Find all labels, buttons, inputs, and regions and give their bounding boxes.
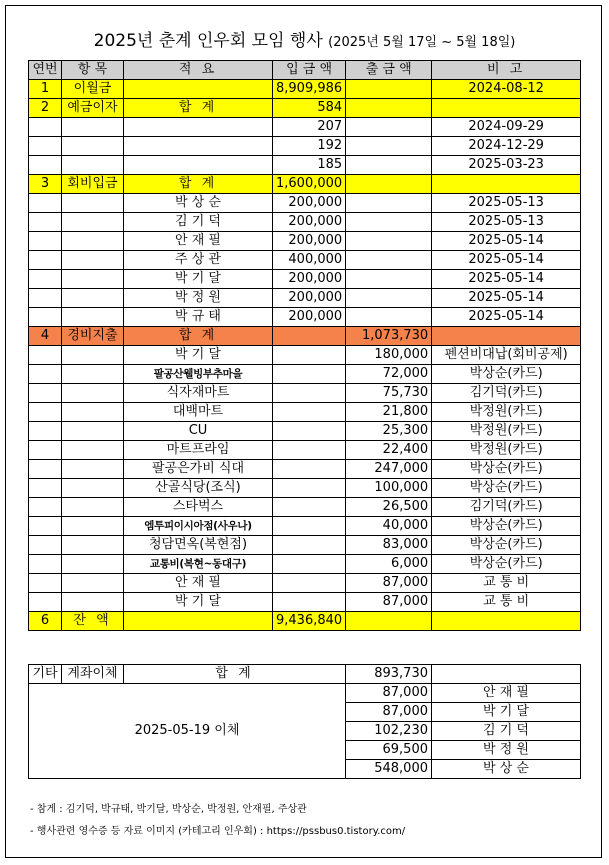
- row-note: [432, 99, 581, 118]
- expense-row: [29, 574, 581, 593]
- row-item: 예금이자: [62, 99, 124, 118]
- row-expense: [346, 175, 432, 194]
- row-item: 경비지출: [62, 327, 124, 346]
- row-expense: [346, 612, 432, 631]
- ledger-table: [28, 60, 581, 631]
- row-desc: CU: [124, 422, 273, 441]
- row-income: [273, 346, 346, 365]
- row-expense: 100,000: [346, 479, 432, 498]
- row-expense: [346, 137, 432, 156]
- row-expense: [346, 270, 432, 289]
- row-income: [273, 498, 346, 517]
- transfer-label: 합 계: [124, 665, 346, 684]
- transfer-amount: 87,000: [346, 703, 432, 722]
- row-expense: [346, 194, 432, 213]
- expense-total-row: [29, 327, 581, 346]
- row-no: [29, 403, 62, 422]
- row-income: 200,000: [273, 270, 346, 289]
- row-note: 박정원(카드): [432, 441, 581, 460]
- row-expense: 83,000: [346, 536, 432, 555]
- row-desc: 박 정 원: [124, 289, 273, 308]
- row-note: 2025-05-14: [432, 270, 581, 289]
- row-note: 펜션비대납(회비공제): [432, 346, 581, 365]
- row-expense: [346, 118, 432, 137]
- expense-row: [29, 498, 581, 517]
- row-desc: 합 계: [124, 175, 273, 194]
- row-no: [29, 555, 62, 574]
- row-desc: 팔공산웰빙부추마을: [124, 365, 273, 384]
- row-item: [62, 194, 124, 213]
- row-item: [62, 441, 124, 460]
- row-income: 8,909,986: [273, 80, 346, 99]
- row-desc: [124, 612, 273, 631]
- expense-row: [29, 555, 581, 574]
- row-no: [29, 232, 62, 251]
- row-desc: [124, 156, 273, 175]
- interest-row: [29, 118, 581, 137]
- row-item: [62, 384, 124, 403]
- row-item: [62, 251, 124, 270]
- row-desc: 팔공은가비 식대: [124, 460, 273, 479]
- row-no: [29, 441, 62, 460]
- row-income: [273, 422, 346, 441]
- row-income: 400,000: [273, 251, 346, 270]
- row-expense: 180,000: [346, 346, 432, 365]
- row-desc: 청담면옥(복현점): [124, 536, 273, 555]
- row-note: 2025-05-14: [432, 289, 581, 308]
- row-no: [29, 118, 62, 137]
- page-title: [0, 26, 609, 51]
- row-expense: [346, 251, 432, 270]
- row-desc: 박 기 달: [124, 270, 273, 289]
- row-item: [62, 156, 124, 175]
- row-expense: 87,000: [346, 574, 432, 593]
- transfer-total-row: [29, 665, 581, 684]
- row-no: [29, 574, 62, 593]
- row-desc: 교통비(복현~동대구): [124, 555, 273, 574]
- row-desc: 대백마트: [124, 403, 273, 422]
- row-income: 200,000: [273, 194, 346, 213]
- row-expense: 247,000: [346, 460, 432, 479]
- header-no: 연번: [29, 61, 62, 80]
- row-item: [62, 403, 124, 422]
- header-item: 항 목: [62, 61, 124, 80]
- row-desc: [124, 118, 273, 137]
- row-income: [273, 441, 346, 460]
- expense-row: [29, 403, 581, 422]
- interest-row: [29, 137, 581, 156]
- row-no: [29, 251, 62, 270]
- row-no: 1: [29, 80, 62, 99]
- row-income: [273, 479, 346, 498]
- transfer-amount: 69,500: [346, 741, 432, 760]
- row-expense: [346, 156, 432, 175]
- row-income: [273, 574, 346, 593]
- header-income: 입 금 액: [273, 61, 346, 80]
- row-no: [29, 479, 62, 498]
- row-note: [432, 175, 581, 194]
- row-expense: 22,400: [346, 441, 432, 460]
- row-note: 박상순(카드): [432, 517, 581, 536]
- dues-row: [29, 232, 581, 251]
- row-note: 김기덕(카드): [432, 384, 581, 403]
- row-income: [273, 460, 346, 479]
- row-expense: 25,300: [346, 422, 432, 441]
- expense-row: [29, 365, 581, 384]
- row-no: [29, 365, 62, 384]
- row-no: [29, 536, 62, 555]
- row-desc: 김 기 덕: [124, 213, 273, 232]
- row-note: 김기덕(카드): [432, 498, 581, 517]
- row-expense: 6,000: [346, 555, 432, 574]
- row-income: [273, 517, 346, 536]
- row-income: [273, 365, 346, 384]
- row-expense: 72,000: [346, 365, 432, 384]
- row-item: [62, 593, 124, 612]
- row-item: [62, 460, 124, 479]
- row-expense: 1,073,730: [346, 327, 432, 346]
- row-note: 박상순(카드): [432, 536, 581, 555]
- row-income: 200,000: [273, 308, 346, 327]
- row-income: 200,000: [273, 213, 346, 232]
- row-desc: 스타벅스: [124, 498, 273, 517]
- row-item: [62, 346, 124, 365]
- row-expense: [346, 99, 432, 118]
- transfer-name: 박 기 달: [432, 703, 581, 722]
- expense-row: [29, 441, 581, 460]
- row-item: 회비입금: [62, 175, 124, 194]
- transfer-amount: 87,000: [346, 684, 432, 703]
- dues-row: [29, 289, 581, 308]
- row-income: [273, 327, 346, 346]
- period-text: (2025년 5월 17일 ~ 5월 18일): [328, 35, 516, 50]
- row-no: [29, 498, 62, 517]
- row-item: [62, 422, 124, 441]
- row-desc: 안 재 필: [124, 232, 273, 251]
- transfer-note: [432, 665, 581, 684]
- row-expense: [346, 289, 432, 308]
- row-note: 박상순(카드): [432, 479, 581, 498]
- row-desc: 합 계: [124, 99, 273, 118]
- dues-total-row: [29, 175, 581, 194]
- row-desc: [124, 80, 273, 99]
- transfer-name: 박 정 원: [432, 741, 581, 760]
- row-no: [29, 194, 62, 213]
- row-note: 2025-05-14: [432, 251, 581, 270]
- row-income: 207: [273, 118, 346, 137]
- row-no: [29, 308, 62, 327]
- row-desc: 안 재 필: [124, 574, 273, 593]
- row-item: [62, 213, 124, 232]
- row-expense: [346, 80, 432, 99]
- expense-row: [29, 517, 581, 536]
- transfer-date: 2025-05-19 이체: [29, 684, 346, 779]
- row-note: 2025-05-14: [432, 308, 581, 327]
- row-income: 9,436,840: [273, 612, 346, 631]
- row-note: 박상순(카드): [432, 365, 581, 384]
- row-desc: 박 기 달: [124, 346, 273, 365]
- row-no: 3: [29, 175, 62, 194]
- row-item: [62, 137, 124, 156]
- dues-row: [29, 213, 581, 232]
- transfer-item: 계좌이체: [62, 665, 124, 684]
- row-expense: 26,500: [346, 498, 432, 517]
- row-item: [62, 517, 124, 536]
- row-expense: [346, 232, 432, 251]
- header-note: 비 고: [432, 61, 581, 80]
- carry-row: [29, 80, 581, 99]
- row-expense: 21,800: [346, 403, 432, 422]
- transfer-cat: 기타: [29, 665, 62, 684]
- row-income: 1,600,000: [273, 175, 346, 194]
- row-no: 2: [29, 99, 62, 118]
- row-note: 교 통 비: [432, 593, 581, 612]
- row-expense: 40,000: [346, 517, 432, 536]
- row-desc: 박 규 태: [124, 308, 273, 327]
- row-note: 박상순(카드): [432, 555, 581, 574]
- header-desc: 적 요: [124, 61, 273, 80]
- row-income: 185: [273, 156, 346, 175]
- row-desc: 합 계: [124, 327, 273, 346]
- row-no: [29, 517, 62, 536]
- row-desc: [124, 137, 273, 156]
- row-expense: [346, 213, 432, 232]
- row-item: [62, 555, 124, 574]
- row-no: [29, 346, 62, 365]
- row-note: 박정원(카드): [432, 422, 581, 441]
- row-item: [62, 574, 124, 593]
- row-note: [432, 327, 581, 346]
- row-income: [273, 593, 346, 612]
- transfer-name: 박 상 순: [432, 760, 581, 779]
- interest-total-row: [29, 99, 581, 118]
- row-no: [29, 460, 62, 479]
- row-no: [29, 384, 62, 403]
- expense-row: [29, 460, 581, 479]
- row-no: [29, 213, 62, 232]
- expense-row: [29, 384, 581, 403]
- row-desc: 박 상 순: [124, 194, 273, 213]
- transfer-amount: 548,000: [346, 760, 432, 779]
- transfer-name: 김 기 덕: [432, 722, 581, 741]
- row-note: 박상순(카드): [432, 460, 581, 479]
- expense-row: [29, 593, 581, 612]
- row-expense: 75,730: [346, 384, 432, 403]
- ledger-body: [29, 61, 581, 631]
- row-no: [29, 422, 62, 441]
- receipts-note: - 행사관련 영수증 등 자료 이미지 (카테고리 인우회) : https://pssbus0.tistory.com/: [30, 826, 406, 837]
- dues-row: [29, 194, 581, 213]
- row-desc: 주 상 관: [124, 251, 273, 270]
- row-note: 박정원(카드): [432, 403, 581, 422]
- row-income: [273, 403, 346, 422]
- row-no: [29, 156, 62, 175]
- row-no: [29, 289, 62, 308]
- dues-row: [29, 308, 581, 327]
- row-note: 2025-05-13: [432, 213, 581, 232]
- attendees-note: - 참게 : 김기덕, 박규태, 박기달, 박상순, 박정원, 안재필, 주상관: [30, 804, 307, 815]
- expense-row: [29, 346, 581, 365]
- row-income: 584: [273, 99, 346, 118]
- row-desc: 식자재마트: [124, 384, 273, 403]
- transfer-table: [28, 664, 581, 779]
- row-income: [273, 555, 346, 574]
- row-item: [62, 270, 124, 289]
- dues-row: [29, 270, 581, 289]
- row-desc: 산골식당(조식): [124, 479, 273, 498]
- row-item: [62, 479, 124, 498]
- row-item: [62, 118, 124, 137]
- transfer-amount: 102,230: [346, 722, 432, 741]
- row-no: [29, 270, 62, 289]
- row-note: [432, 612, 581, 631]
- expense-row: [29, 479, 581, 498]
- row-no: [29, 593, 62, 612]
- balance-row: [29, 612, 581, 631]
- row-item: [62, 498, 124, 517]
- row-note: 2025-05-14: [432, 232, 581, 251]
- row-desc: 엠투피이시아점(사우나): [124, 517, 273, 536]
- transfer-body: [29, 665, 581, 779]
- row-income: [273, 536, 346, 555]
- row-income: 200,000: [273, 289, 346, 308]
- row-no: [29, 137, 62, 156]
- row-expense: [346, 308, 432, 327]
- transfer-name: 안 재 필: [432, 684, 581, 703]
- expense-row: [29, 536, 581, 555]
- row-note: 2025-03-23: [432, 156, 581, 175]
- row-item: [62, 289, 124, 308]
- header-expense: 출 금 액: [346, 61, 432, 80]
- title-text: 2025년 춘계 인우회 모임 행사: [93, 31, 323, 51]
- row-no: 6: [29, 612, 62, 631]
- transfer-row: [29, 684, 581, 703]
- row-item: [62, 232, 124, 251]
- row-note: 2024-08-12: [432, 80, 581, 99]
- row-note: 2024-09-29: [432, 118, 581, 137]
- interest-row: [29, 156, 581, 175]
- row-desc: 박 기 달: [124, 593, 273, 612]
- header-row: [29, 61, 581, 80]
- row-income: [273, 384, 346, 403]
- row-item: [62, 365, 124, 384]
- transfer-total: 893,730: [346, 665, 432, 684]
- row-item: [62, 308, 124, 327]
- row-income: 192: [273, 137, 346, 156]
- row-no: 4: [29, 327, 62, 346]
- row-desc: 마트프라임: [124, 441, 273, 460]
- row-note: 2025-05-13: [432, 194, 581, 213]
- dues-row: [29, 251, 581, 270]
- row-item: 잔 액: [62, 612, 124, 631]
- row-note: 2024-12-29: [432, 137, 581, 156]
- expense-row: [29, 422, 581, 441]
- row-item: [62, 536, 124, 555]
- row-note: 교 통 비: [432, 574, 581, 593]
- row-expense: 87,000: [346, 593, 432, 612]
- row-income: 200,000: [273, 232, 346, 251]
- row-item: 이월금: [62, 80, 124, 99]
